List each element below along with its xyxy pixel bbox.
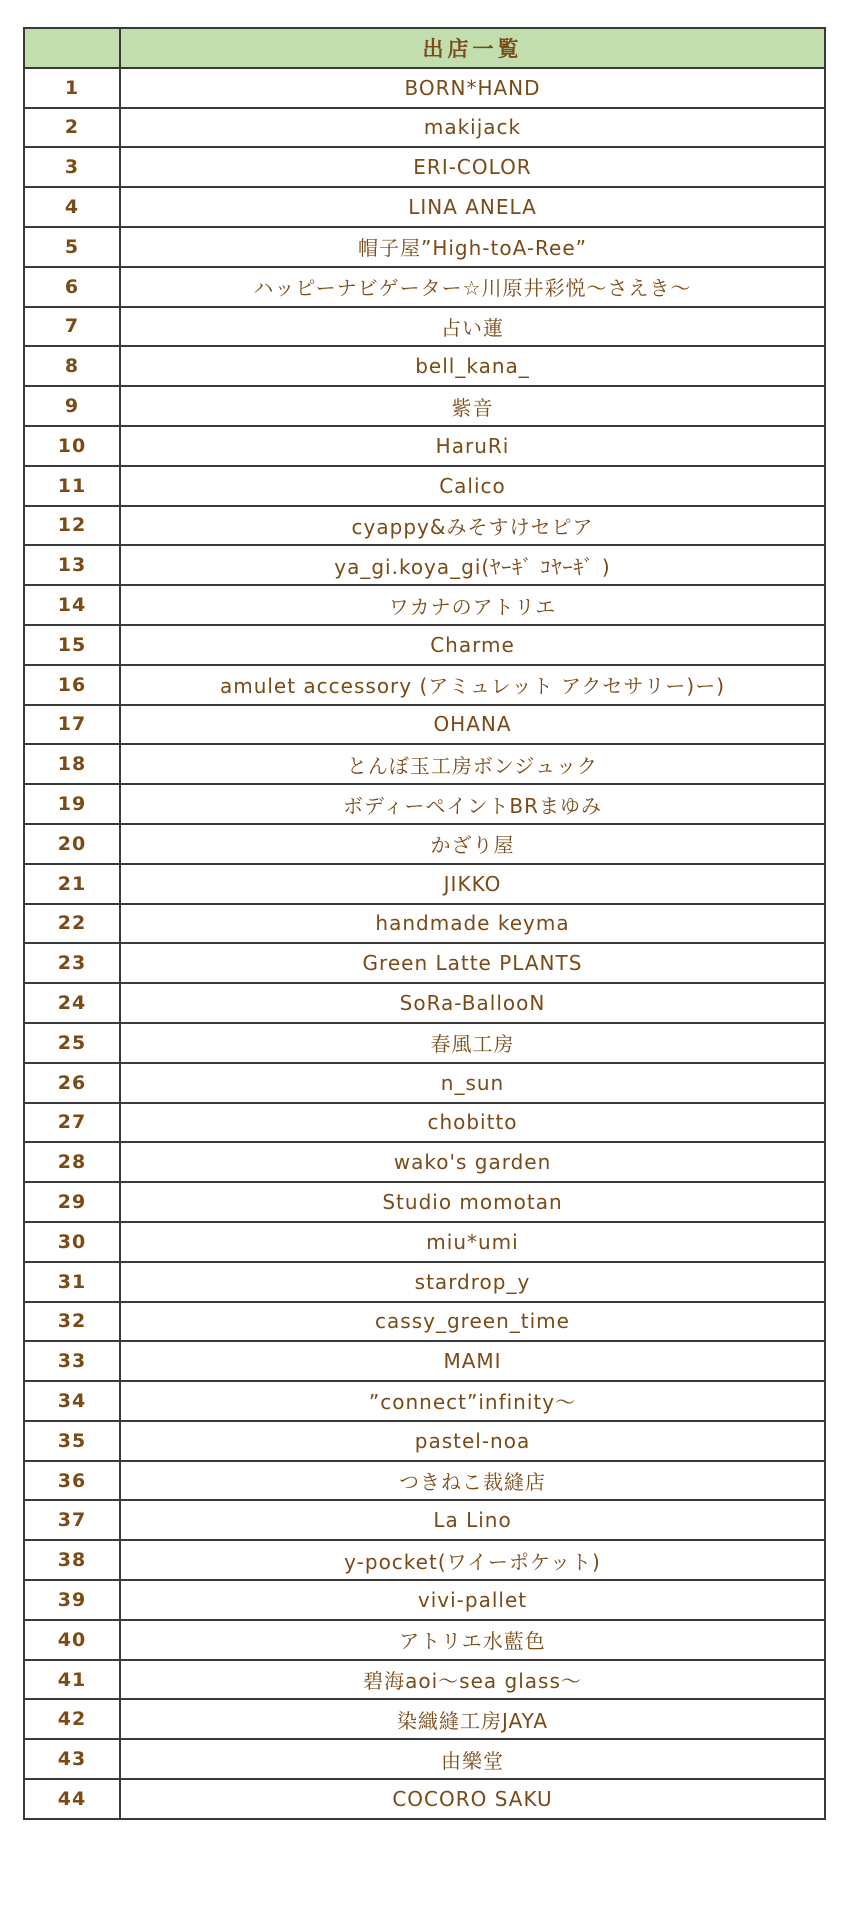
row-number-cell: 35: [24, 1421, 120, 1461]
row-number-cell: 3: [24, 147, 120, 187]
row-number-cell: 36: [24, 1461, 120, 1501]
header-number-cell: [24, 28, 120, 68]
table-row: [24, 1461, 825, 1501]
vendor-name-cell: amulet accessory (アミュレット アクセサリー)ー): [120, 665, 825, 705]
vendor-name-cell: y-pocket(ワイーポケット): [120, 1540, 825, 1580]
vendor-list-table-container: [23, 27, 824, 1820]
vendor-name-cell: chobitto: [120, 1103, 825, 1143]
vendor-name-cell: bell_kana_: [120, 346, 825, 386]
row-number-cell: 12: [24, 506, 120, 546]
row-number-cell: 25: [24, 1023, 120, 1063]
vendor-name-cell: Green Latte PLANTS: [120, 943, 825, 983]
row-number-cell: 38: [24, 1540, 120, 1580]
table-row: [24, 346, 825, 386]
table-row: [24, 307, 825, 347]
vendor-name-cell: OHANA: [120, 705, 825, 745]
table-row: [24, 147, 825, 187]
vendor-name-cell: アトリエ水藍色: [120, 1620, 825, 1660]
table-row: [24, 227, 825, 267]
row-number-cell: 8: [24, 346, 120, 386]
table-row: [24, 426, 825, 466]
vendor-name-cell: 碧海aoi〜sea glass〜: [120, 1660, 825, 1700]
row-number-cell: 21: [24, 864, 120, 904]
row-number-cell: 17: [24, 705, 120, 745]
table-body: [24, 68, 825, 1819]
vendor-name-cell: ハッピーナビゲーター☆川原井彩悦〜さえき〜: [120, 267, 825, 307]
row-number-cell: 7: [24, 307, 120, 347]
row-number-cell: 27: [24, 1103, 120, 1143]
table-row: [24, 1302, 825, 1342]
row-number-cell: 43: [24, 1739, 120, 1779]
table-row: [24, 1580, 825, 1620]
table-row: [24, 665, 825, 705]
vendor-name-cell: pastel-noa: [120, 1421, 825, 1461]
row-number-cell: 42: [24, 1699, 120, 1739]
table-row: [24, 1262, 825, 1302]
table-row: [24, 506, 825, 546]
table-row: [24, 1739, 825, 1779]
vendor-name-cell: BORN*HAND: [120, 68, 825, 108]
row-number-cell: 39: [24, 1580, 120, 1620]
table-row: [24, 1142, 825, 1182]
table-row: [24, 705, 825, 745]
table-row: [24, 1381, 825, 1421]
vendor-name-cell: つきねこ裁縫店: [120, 1461, 825, 1501]
vendor-name-cell: ERI-COLOR: [120, 147, 825, 187]
vendor-name-cell: Studio momotan: [120, 1182, 825, 1222]
table-row: [24, 864, 825, 904]
table-row: [24, 625, 825, 665]
vendor-name-cell: 染織縫工房JAYA: [120, 1699, 825, 1739]
row-number-cell: 28: [24, 1142, 120, 1182]
row-number-cell: 34: [24, 1381, 120, 1421]
row-number-cell: 26: [24, 1063, 120, 1103]
row-number-cell: 11: [24, 466, 120, 506]
vendor-name-cell: 帽子屋”High-toA-Ree”: [120, 227, 825, 267]
table-row: [24, 267, 825, 307]
vendor-name-cell: Calico: [120, 466, 825, 506]
row-number-cell: 18: [24, 744, 120, 784]
vendor-name-cell: stardrop_y: [120, 1262, 825, 1302]
table-row: [24, 1063, 825, 1103]
table-row: [24, 1421, 825, 1461]
vendor-name-cell: wako's garden: [120, 1142, 825, 1182]
header-title-cell: 出店一覧: [120, 28, 825, 68]
table-row: [24, 904, 825, 944]
vendor-name-cell: cassy_green_time: [120, 1302, 825, 1342]
table-row: [24, 108, 825, 148]
row-number-cell: 22: [24, 904, 120, 944]
vendor-name-cell: ya_gi.koya_gi(ﾔｰｷﾞ ｺﾔｰｷﾞ ): [120, 545, 825, 585]
vendor-name-cell: makijack: [120, 108, 825, 148]
vendor-name-cell: かざり屋: [120, 824, 825, 864]
row-number-cell: 13: [24, 545, 120, 585]
row-number-cell: 1: [24, 68, 120, 108]
row-number-cell: 9: [24, 386, 120, 426]
vendor-name-cell: Charme: [120, 625, 825, 665]
row-number-cell: 33: [24, 1341, 120, 1381]
row-number-cell: 29: [24, 1182, 120, 1222]
table-row: [24, 545, 825, 585]
vendor-name-cell: ボディーペイントBRまゆみ: [120, 784, 825, 824]
vendor-name-cell: n_sun: [120, 1063, 825, 1103]
vendor-name-cell: とんぼ玉工房ボンジュック: [120, 744, 825, 784]
vendor-name-cell: 占い蓮: [120, 307, 825, 347]
vendor-name-cell: miu*umi: [120, 1222, 825, 1262]
table-row: [24, 68, 825, 108]
row-number-cell: 5: [24, 227, 120, 267]
vendor-list-table: [23, 27, 826, 1820]
table-row: [24, 744, 825, 784]
table-row: [24, 1023, 825, 1063]
table-row: [24, 1182, 825, 1222]
table-row: [24, 784, 825, 824]
row-number-cell: 14: [24, 585, 120, 625]
row-number-cell: 32: [24, 1302, 120, 1342]
table-row: [24, 1103, 825, 1143]
row-number-cell: 41: [24, 1660, 120, 1700]
vendor-name-cell: JIKKO: [120, 864, 825, 904]
table-row: [24, 1540, 825, 1580]
vendor-name-cell: 由樂堂: [120, 1739, 825, 1779]
vendor-name-cell: COCORO SAKU: [120, 1779, 825, 1819]
row-number-cell: 2: [24, 108, 120, 148]
row-number-cell: 24: [24, 983, 120, 1023]
table-row: [24, 983, 825, 1023]
vendor-name-cell: cyappy&みそすけセピア: [120, 506, 825, 546]
table-row: [24, 1341, 825, 1381]
vendor-name-cell: LINA ANELA: [120, 187, 825, 227]
vendor-name-cell: 紫音: [120, 386, 825, 426]
table-row: [24, 1779, 825, 1819]
vendor-name-cell: ワカナのアトリエ: [120, 585, 825, 625]
row-number-cell: 19: [24, 784, 120, 824]
table-row: [24, 824, 825, 864]
row-number-cell: 31: [24, 1262, 120, 1302]
row-number-cell: 16: [24, 665, 120, 705]
table-row: [24, 1222, 825, 1262]
table-row: [24, 466, 825, 506]
vendor-name-cell: vivi-pallet: [120, 1580, 825, 1620]
table-row: [24, 1620, 825, 1660]
row-number-cell: 15: [24, 625, 120, 665]
vendor-name-cell: SoRa-BallooN: [120, 983, 825, 1023]
row-number-cell: 10: [24, 426, 120, 466]
row-number-cell: 23: [24, 943, 120, 983]
row-number-cell: 37: [24, 1500, 120, 1540]
row-number-cell: 44: [24, 1779, 120, 1819]
vendor-name-cell: MAMI: [120, 1341, 825, 1381]
vendor-name-cell: La Lino: [120, 1500, 825, 1540]
row-number-cell: 30: [24, 1222, 120, 1262]
vendor-name-cell: HaruRi: [120, 426, 825, 466]
vendor-name-cell: handmade keyma: [120, 904, 825, 944]
table-header-row: [24, 28, 825, 68]
table-row: [24, 585, 825, 625]
row-number-cell: 4: [24, 187, 120, 227]
row-number-cell: 40: [24, 1620, 120, 1660]
row-number-cell: 6: [24, 267, 120, 307]
vendor-name-cell: 春風工房: [120, 1023, 825, 1063]
table-row: [24, 1660, 825, 1700]
vendor-name-cell: ”connect”infinity〜: [120, 1381, 825, 1421]
table-row: [24, 1699, 825, 1739]
table-row: [24, 1500, 825, 1540]
row-number-cell: 20: [24, 824, 120, 864]
table-row: [24, 187, 825, 227]
table-row: [24, 386, 825, 426]
table-row: [24, 943, 825, 983]
